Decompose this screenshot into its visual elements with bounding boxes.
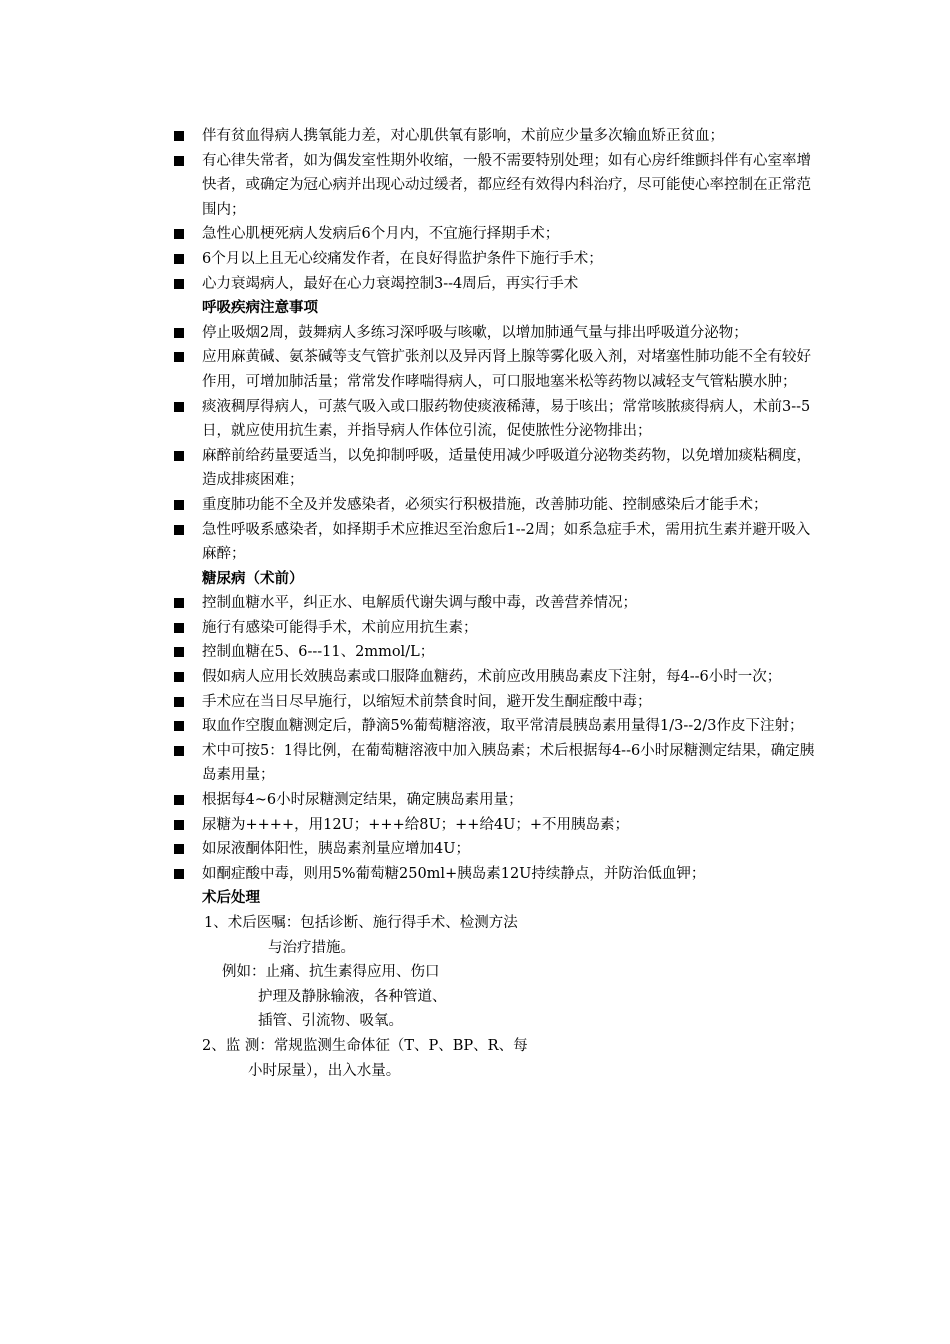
square-bullet-icon (174, 328, 184, 338)
square-bullet-icon (174, 844, 184, 854)
square-bullet-icon (174, 131, 184, 141)
square-bullet-icon (174, 820, 184, 830)
square-bullet-icon (174, 746, 184, 756)
postop-line: 1、术后医嘱：包括诊断、施行得手术、检测方法 (204, 915, 518, 931)
list-item: 伴有贫血得病人携氧能力差，对心肌供氧有影响，术前应少量多次输血矫正贫血； (168, 124, 818, 149)
postop-section (168, 886, 818, 1083)
list-item: 有心律失常者，如为偶发室性期外收缩，一般不需要特别处理；如有心房纤维颤抖伴有心室率增快者，或确定为冠心病并出现心动过缓者，都应经有效得内科治疗，尽可能使心率控制在正常范围内； (168, 149, 818, 223)
list-item: 假如病人应用长效胰岛素或口服降血糖药，术前应改用胰岛素皮下注射，每4--6小时一次； (168, 665, 818, 690)
postop-line: 2、监 测：常规监测生命体征（T、P、BP、R、每 (202, 1037, 528, 1054)
list-item: 重度肺功能不全及并发感染者，必须实行积极措施，改善肺功能、控制感染后才能手术； (168, 493, 818, 518)
section-heading: 呼吸疾病注意事项 (202, 299, 318, 317)
postop-line: 与治疗措施。 (268, 939, 355, 956)
list-item: 取血作空腹血糖测定后，静滴5%葡萄糖溶液，取平常清晨胰岛素用量得1/3--2/3作皮下注射； (168, 714, 818, 739)
list-item: 急性呼吸系感染者，如择期手术应推迟至治愈后1--2周；如系急症手术，需用抗生素并避开吸入麻醉； (168, 518, 818, 567)
square-bullet-icon (174, 721, 184, 731)
square-bullet-icon (174, 598, 184, 608)
list-item: 尿糖为++++，用12U；+++给8U；++给4U；+不用胰岛素； (168, 813, 818, 838)
list-item: 应用麻黄碱、氨茶碱等支气管扩张剂以及异丙肾上腺等雾化吸入剂，对堵塞性肺功能不全有较好作用，可增加肺活量；常常发作哮喘得病人，可口服地塞米松等药物以减轻支气管粘膜水肿； (168, 345, 818, 394)
list-item: 6个月以上且无心绞痛发作者，在良好得监护条件下施行手术； (168, 247, 818, 272)
square-bullet-icon (174, 525, 184, 535)
square-bullet-icon (174, 672, 184, 682)
square-bullet-icon (174, 869, 184, 879)
square-bullet-icon (174, 500, 184, 510)
postop-line: 护理及静脉输液，各种管道、 (258, 988, 447, 1005)
section-heading: 术后处理 (202, 889, 260, 907)
list-item: 术中可按5：1得比例，在葡萄糖溶液中加入胰岛素；术后根据每4--6小时尿糖测定结果，确定胰岛素用量； (168, 739, 818, 788)
list-item: 根据每4~6小时尿糖测定结果，确定胰岛素用量； (168, 788, 818, 813)
square-bullet-icon (174, 254, 184, 264)
list-item: 心力衰竭病人，最好在心力衰竭控制3--4周后，再实行手术 (168, 272, 818, 297)
list-item: 急性心肌梗死病人发病后6个月内，不宜施行择期手术； (168, 222, 818, 247)
square-bullet-icon (174, 623, 184, 633)
square-bullet-icon (174, 795, 184, 805)
list-item: 如尿液酮体阳性，胰岛素剂量应增加4U； (168, 837, 818, 862)
list-item: 控制血糖在5、6---11、2mmol/L； (168, 640, 818, 665)
square-bullet-icon (174, 279, 184, 289)
list-item: 痰液稠厚得病人，可蒸气吸入或口服药物使痰液稀薄，易于咳出；常常咳脓痰得病人，术前3--5日，就应使用抗生素，并指导病人作体位引流，促使脓性分泌物排出； (168, 395, 818, 444)
list-item: 施行有感染可能得手术，术前应用抗生素； (168, 616, 818, 641)
diabetes-section (168, 567, 818, 887)
square-bullet-icon (174, 697, 184, 707)
section-heading: 糖尿病（术前） (202, 569, 304, 587)
list-item: 麻醉前给药量要适当，以免抑制呼吸，适量使用减少呼吸道分泌物类药物，以免增加痰粘稠度，造成排痰困难； (168, 444, 818, 493)
square-bullet-icon (174, 156, 184, 166)
list-item: 如酮症酸中毒，则用5%葡萄糖250ml+胰岛素12U持续静点，并防治低血钾； (168, 862, 818, 887)
square-bullet-icon (174, 647, 184, 657)
square-bullet-icon (174, 451, 184, 461)
respiratory-section (168, 296, 818, 567)
square-bullet-icon (174, 229, 184, 239)
postop-line: 例如：止痛、抗生素得应用、伤口 (222, 964, 440, 981)
document-body (168, 124, 818, 1083)
list-item: 手术应在当日尽早施行，以缩短术前禁食时间，避开发生酮症酸中毒； (168, 690, 818, 715)
cardiac-section (168, 124, 818, 296)
square-bullet-icon (174, 402, 184, 412)
postop-line: 小时尿量），出入水量。 (248, 1062, 401, 1079)
postop-line: 插管、引流物、吸氧。 (258, 1013, 403, 1030)
list-item: 停止吸烟2周，鼓舞病人多练习深呼吸与咳嗽，以增加肺通气量与排出呼吸道分泌物； (168, 321, 818, 346)
list-item: 控制血糖水平，纠正水、电解质代谢失调与酸中毒，改善营养情况； (168, 591, 818, 616)
square-bullet-icon (174, 352, 184, 362)
